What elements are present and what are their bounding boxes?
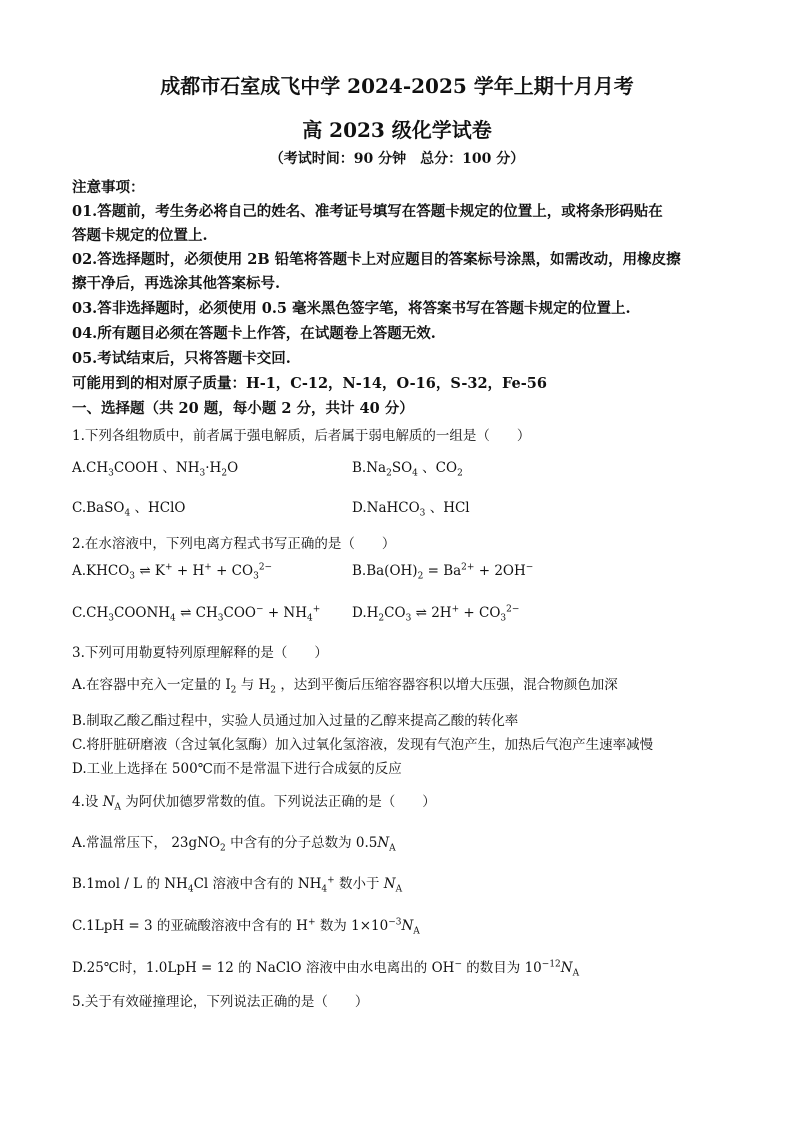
question-2-stem: 2.在水溶液中，下列电离方程式书写正确的是（ ）: [72, 536, 396, 552]
atomic-mass-line: 可能用到的相对原子质量：H-1，C-12，N-14，O-16，S-32，Fe-56: [72, 375, 547, 392]
q3-option-c: C.将肝脏研磨液（含过氧化氢酶）加入过氧化氢溶液，发现有气泡产生，加热后气泡产生速率减慢: [72, 737, 654, 753]
q1-option-a: $A.CH_3COOH$ 、$NH_3\cdot H_2O$: [72, 460, 239, 479]
q1-option-b: $B.Na_2SO_4$ 、$CO_2$: [352, 460, 463, 479]
notes-heading: 注意事项：: [72, 179, 145, 196]
question-1-stem: 1.下列各组物质中，前者属于强电解质，后者属于弱电解质的一组是（ ）: [72, 428, 531, 444]
q4-option-b: B.1mol / L 的 $NH_4Cl$ 溶液中含有的 $NH_4^+$ 数小于 $N_A$: [72, 875, 403, 895]
q3-option-a: A.在容器中充入一定量的 $I_2$ 与 $H_2$ ，达到平衡后压缩容器容积以增大压强，混合物颜色加深: [72, 677, 618, 696]
q2-option-c: $C.CH_3COONH_4$ ⇌ $CH_3COO^- + NH_4^+$: [72, 604, 321, 624]
note-5: 05.考试结束后，只将答题卡交回.: [72, 350, 291, 367]
note-2-line-1: 02.答选择题时，必须使用 2B 铅笔将答题卡上对应题目的答案标号涂黑，如需改动，用橡皮擦: [72, 251, 681, 268]
q3-option-d: D.工业上选择在 500℃而不是常温下进行合成氨的反应: [72, 761, 402, 777]
section-heading: 一、选择题（共 20 题，每小题 2 分，共计 40 分）: [72, 400, 414, 417]
q1-option-c: C.BaSO$_4$ 、HClO: [72, 500, 186, 519]
exam-info: （考试时间：90 分钟 总分：100 分）: [269, 151, 525, 167]
q4-option-c: C.1LpH = 3 的亚硫酸溶液中含有的 H+ 数为 $1\times 10^{-3}N_A$: [72, 917, 420, 937]
note-2-line-2: 擦干净后，再选涂其他答案标号.: [72, 275, 281, 292]
q3-option-b: B.制取乙酸乙酯过程中，实验人员通过加入过量的乙醇来提高乙酸的转化率: [72, 713, 519, 729]
question-3-stem: 3.下列可用勒夏特列原理解释的是（ ）: [72, 645, 328, 661]
note-1-line-2: 答题卡规定的位置上.: [72, 227, 208, 244]
note-1-line-1: 01.答题前，考生务必将自己的姓名、准考证号填写在答题卡规定的位置上，或将条形码贴在: [72, 203, 663, 220]
note-4: 04.所有题目必须在答题卡上作答，在试题卷上答题无效.: [72, 325, 436, 342]
question-5-stem: 5.关于有效碰撞理论，下列说法正确的是（ ）: [72, 994, 369, 1010]
q2-option-a: $A.KHCO_3$ ⇌ $K^+ + H^+ + CO_3^{2-}$: [72, 562, 273, 582]
note-3: 03.答非选择题时，必须使用 0.5 毫米黑色签字笔，将答案书写在答题卡规定的位置上.: [72, 300, 631, 317]
q1-option-d: D.NaHCO$_3$ 、HCl: [352, 500, 470, 519]
exam-title: 成都市石室成飞中学 2024-2025 学年上期十月月考: [160, 74, 634, 98]
question-4-stem: 4.设 $N_A$ 为阿伏加德罗常数的值。下列说法正确的是（ ）: [72, 794, 436, 813]
q4-option-d: D.25℃时，1.0LpH = 12 的 NaClO 溶液中由水电离出的 OH− 的数目为 $10^{-12}N_A$: [72, 959, 580, 979]
q4-option-a: A.常温常压下， 23gNO$_2$ 中含有的分子总数为 $0.5N_A$: [72, 835, 396, 854]
q2-option-d: $D.H_2CO_3$ ⇌ $2H^+ + CO_3^{2-}$: [352, 604, 520, 624]
exam-subtitle: 高 2023 级化学试卷: [302, 118, 492, 142]
q2-option-b: $B.Ba(OH)_2 = Ba^{2+} + 2OH^-$: [352, 562, 534, 582]
